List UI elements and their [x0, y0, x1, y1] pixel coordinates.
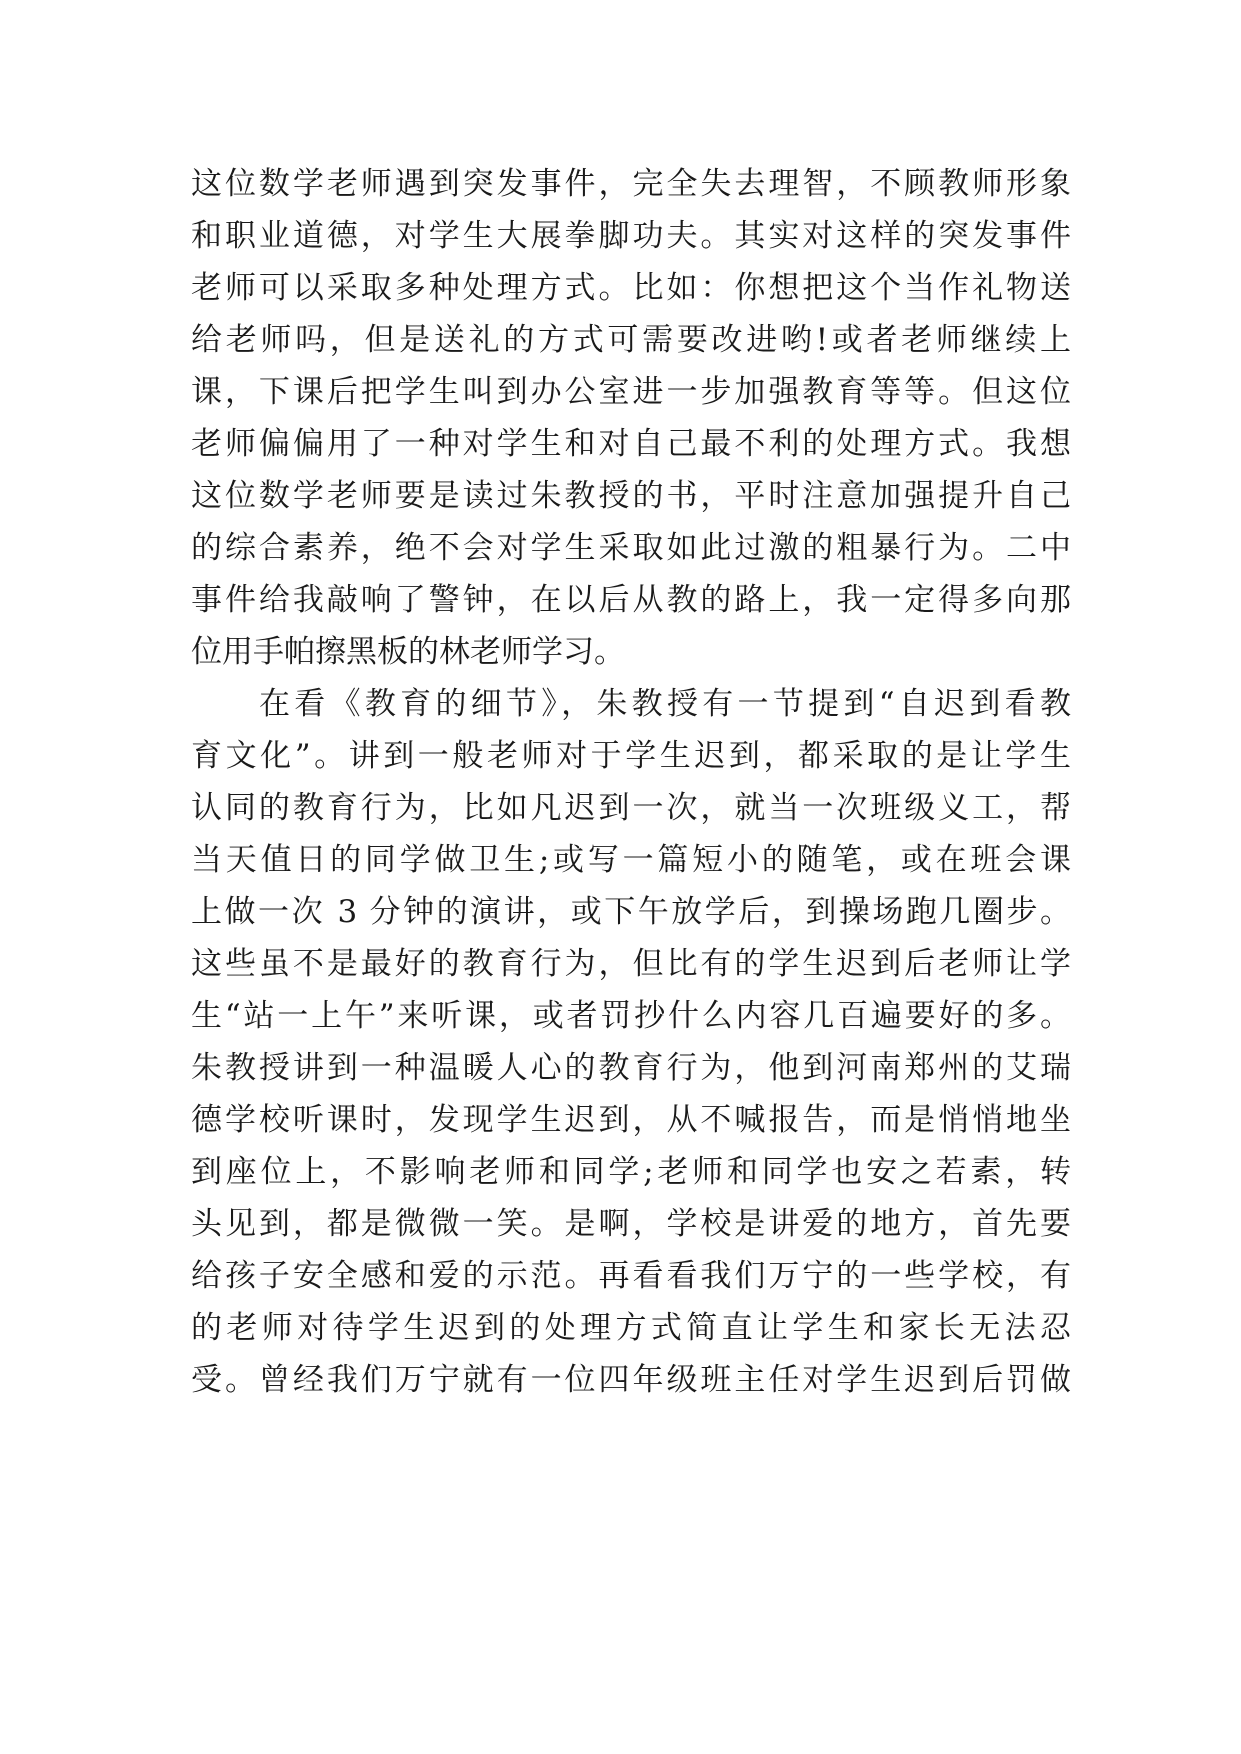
text-line: 给孩子安全感和爱的示范。再看看我们万宁的一些学校，有 [191, 1258, 1071, 1294]
paragraph-1 [191, 158, 1071, 678]
text-line: 育文化”。讲到一般老师对于学生迟到，都采取的是让学生 [191, 738, 1071, 774]
text-line: 这位数学老师要是读过朱教授的书，平时注意加强提升自己 [191, 478, 1071, 514]
text-line: 的老师对待学生迟到的处理方式简直让学生和家长无法忍 [191, 1310, 1071, 1346]
text-line: 课，下课后把学生叫到办公室进一步加强教育等等。但这位 [191, 374, 1071, 410]
text-line: 受。曾经我们万宁就有一位四年级班主任对学生迟到后罚做 [191, 1362, 1071, 1398]
text-line: 生“站一上午”来听课，或者罚抄什么内容几百遍要好的多。 [191, 998, 1071, 1034]
text-line: 德学校听课时，发现学生迟到，从不喊报告，而是悄悄地坐 [191, 1102, 1071, 1138]
text-line: 给老师吗，但是送礼的方式可需要改进哟!或者老师继续上 [191, 322, 1071, 358]
text-line: 这位数学老师遇到突发事件，完全失去理智，不顾教师形象 [191, 166, 1071, 202]
text-line: 到座位上，不影响老师和同学;老师和同学也安之若素，转 [191, 1154, 1071, 1190]
text-line: 老师可以采取多种处理方式。比如：你想把这个当作礼物送 [191, 270, 1071, 306]
text-line: 头见到，都是微微一笑。是啊，学校是讲爱的地方，首先要 [191, 1206, 1071, 1242]
document-body [191, 158, 1071, 1406]
text-line: 和职业道德，对学生大展拳脚功夫。其实对这样的突发事件 [191, 218, 1071, 254]
text-line: 认同的教育行为，比如凡迟到一次，就当一次班级义工，帮 [191, 790, 1071, 826]
text-line: 在看《教育的细节》，朱教授有一节提到“自迟到看教 [259, 686, 1071, 722]
text-line: 当天值日的同学做卫生;或写一篇短小的随笔，或在班会课 [191, 842, 1071, 878]
text-line: 事件给我敲响了警钟，在以后从教的路上，我一定得多向那 [191, 582, 1071, 618]
text-line: 朱教授讲到一种温暖人心的教育行为，他到河南郑州的艾瑞 [191, 1050, 1071, 1086]
paragraph-2 [191, 678, 1071, 1406]
text-line: 这些虽不是最好的教育行为，但比有的学生迟到后老师让学 [191, 946, 1071, 982]
text-line: 位用手帕擦黑板的林老师学习。 [191, 634, 625, 670]
text-line: 上做一次 3 分钟的演讲，或下午放学后，到操场跑几圈步。 [191, 894, 1071, 930]
text-line: 的综合素养，绝不会对学生采取如此过激的粗暴行为。二中 [191, 530, 1071, 566]
text-line: 老师偏偏用了一种对学生和对自己最不利的处理方式。我想 [191, 426, 1071, 462]
